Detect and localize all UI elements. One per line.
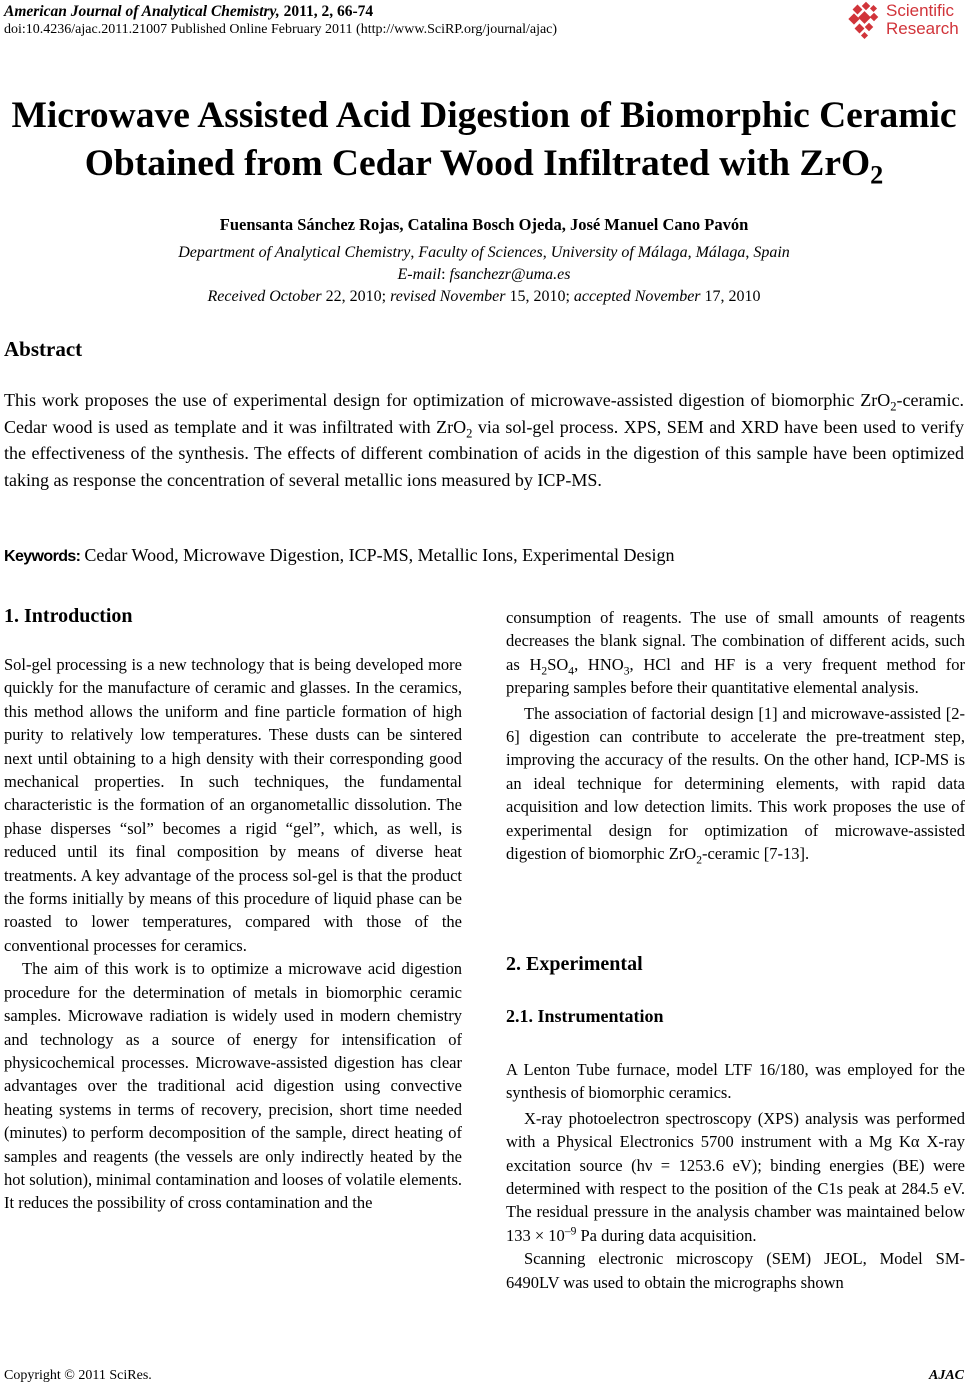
- received-label: Received October: [207, 288, 322, 305]
- abstract-text: [4, 387, 964, 493]
- volume-info: 2011, 2, 66-74: [283, 3, 374, 20]
- text-run: consumption of reagents. The use of small amounts of reagents decreases the blank signal. The combination of different acids, such as H: [506, 608, 965, 674]
- received-date: 22, 2010;: [325, 288, 387, 305]
- title-subscript: 2: [870, 160, 884, 190]
- abstract-part-b: -ceramic. Cedar wood is used as template and it was infiltrated with ZrO: [4, 390, 964, 437]
- subscript: 3: [623, 665, 630, 678]
- logo-line-1: Scientific: [886, 1, 955, 20]
- affiliation-line: Department of Analytical Chemistry, Faculty of Sciences, University of Málaga, Málaga, Spain: [178, 244, 790, 261]
- subsection-heading-instrumentation: 2.1. Instrumentation: [506, 1006, 664, 1026]
- right-column-bottom: [506, 1058, 965, 1294]
- scirp-logo-icon: [846, 0, 886, 44]
- revised-date: 15, 2010;: [509, 288, 570, 305]
- subscript: 2: [890, 399, 897, 414]
- experimental-paragraph-2: [506, 1107, 965, 1247]
- journal-title: American Journal of Analytical Chemistry,: [4, 3, 280, 20]
- journal-abbreviation: AJAC: [928, 1368, 964, 1383]
- email-label: E-mail: [397, 266, 442, 283]
- journal-name: [4, 3, 373, 21]
- faculty: Faculty of Sciences: [418, 244, 543, 261]
- intro-paragraph-2: The aim of this work is to optimize a microwave acid digestion procedure for the determination of metals in biomorphic ceramic samples. Microwave radiation is widely used in modern chemistry and technology as a source of energy for intensification of physicochemical processes. Microwave-assisted digestion has clear advantages over the traditional acid digestion using convective heating systems in terms of recovery, precision, short time needed (minutes) to perform decomposition of the sample, direct heating of samples and reagents (the vessels are only indirectly heated by the hot solution), minimal contamination and looses of volatile elements. It reduces the possibility of cross contamination and the: [4, 959, 462, 1213]
- accepted-date: 17, 2010: [704, 288, 761, 305]
- publisher-logo: [846, 0, 966, 44]
- intro-paragraph-3: [506, 606, 965, 700]
- subscript: 2: [541, 665, 548, 678]
- city: Málaga: [695, 244, 746, 261]
- text-run: , HCl and HF is a very frequent method for preparing samples before their quantitative elemental analysis.: [506, 654, 965, 698]
- logo-text: [886, 2, 959, 38]
- section-heading-experimental: 2. Experimental: [506, 953, 643, 975]
- experimental-paragraph-1: A Lenton Tube furnace, model LTF 16/180, was employed for the synthesis of biomorphic ceramics.: [506, 1060, 965, 1103]
- subscript: 4: [568, 665, 575, 678]
- text-run: The association of factorial design [1] and microwave-assisted [2-6] digestion can contribute to accelerate the pre-treatment step, improving the accuracy of the results. On the other hand, ICP-MS is an ideal technique for determining elements, with rapid data acquisition and low detection limits. This work proposes the use of experimental design for optimization of microwave-assisted digestion of biomorphic ZrO: [506, 703, 965, 864]
- email-address[interactable]: fsanchezr@uma.es: [449, 266, 571, 283]
- logo-line-2: Research: [886, 19, 959, 38]
- university: University of Málaga: [550, 244, 688, 261]
- superscript: –9: [564, 1225, 577, 1238]
- title-line-2-text: Obtained from Cedar Wood Infiltrated with ZrO: [84, 143, 871, 184]
- text-run: , HNO: [574, 654, 624, 674]
- text-run: Pa during data acquisition.: [576, 1225, 757, 1245]
- copyright-notice: Copyright © 2011 SciRes.: [4, 1368, 152, 1383]
- text-run: -ceramic [7-13].: [701, 844, 810, 864]
- intro-paragraph-1: Sol-gel processing is a new technology that is being developed more quickly for the manufacture of ceramic and glasses. In the ceramics, this method allows the uniform and fine particle formation of high purity to relatively low temperatures. These dusts can be sintered next until obtaining to a high density with their corresponding good mechanical properties. In such techniques, the fundamental characteristic is the formation of an organometallic dissolution. The phase disperses “sol” becomes a rigid “gel”, which, as well, is reduced until its final composition by means of diverse heat treatments. A key advantage of the process sol-gel is that the product the forms initially by means of this procedure of liquid phase can be roasted to lower temperatures, compared with those of the conventional processes for ceramics.: [4, 655, 462, 955]
- title-line-2: [0, 140, 968, 188]
- revised-label: revised November: [390, 288, 506, 305]
- title-line-1: Microwave Assisted Acid Digestion of Biomorphic Ceramic: [11, 95, 957, 136]
- subscript: 2: [696, 854, 702, 867]
- text-run: SO: [547, 654, 569, 674]
- section-heading-introduction: 1. Introduction: [4, 605, 133, 627]
- keywords-line: [4, 545, 675, 566]
- doi-line: doi:10.4236/ajac.2011.21007 Published Online February 2011 (http://www.SciRP.org/journal/ajac): [4, 22, 558, 37]
- paper-title: [0, 92, 968, 188]
- keywords-label: Keywords:: [4, 548, 81, 565]
- abstract-heading: Abstract: [4, 337, 83, 361]
- keywords-text: Cedar Wood, Microwave Digestion, ICP-MS, Metallic Ions, Experimental Design: [84, 545, 675, 565]
- abstract-part-a: This work proposes the use of experimental design for optimization of microwave-assisted digestion of biomorphic ZrO: [4, 390, 891, 410]
- dates-line: [0, 286, 968, 308]
- subscript: 2: [466, 426, 473, 441]
- email-line: E-mail: fsanchezr@uma.es: [397, 266, 571, 283]
- text-run: X-ray photoelectron spectroscopy (XPS) analysis was performed with a Physical Electronics 5700 instrument with a Mg Kα X-ray excitation source (hν = 1253.6 eV); binding energies (BE) were determined with respect to the position of the C1s peak at 284.5 eV. The residual pressure in the analysis chamber was maintained below 133 × 10: [506, 1108, 965, 1245]
- author-list: Fuensanta Sánchez Rojas, Catalina Bosch Ojeda, José Manuel Cano Pavón: [219, 215, 749, 234]
- department: Department of Analytical Chemistry: [178, 244, 411, 261]
- country: Spain: [753, 244, 790, 261]
- abstract-part-c: via sol-gel process. XPS, SEM and XRD have been used to verify the effectiveness of the synthesis. The effects of different combination of acids in the digestion of this sample have been optimized taking as response the concentration of several metallic ions measured by ICP-MS.: [4, 416, 965, 490]
- affiliation-block: [0, 242, 968, 308]
- intro-paragraph-4: [506, 702, 965, 866]
- right-column-top: [506, 606, 965, 865]
- left-column: [4, 653, 462, 1215]
- accepted-label: accepted November: [573, 288, 701, 305]
- experimental-paragraph-3: Scanning electronic microscopy (SEM) JEOL, Model SM-6490LV was used to obtain the micrographs shown: [506, 1249, 965, 1292]
